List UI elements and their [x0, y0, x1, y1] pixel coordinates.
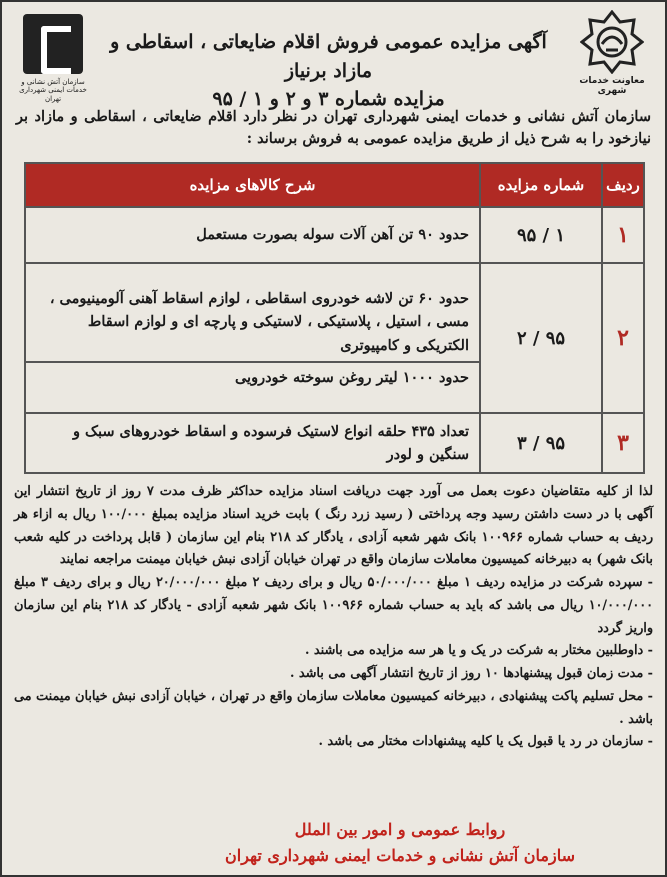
table-row [25, 413, 644, 473]
description-line: حدود ۱۰۰۰ لیتر روغن سوخته خودرویی [26, 361, 479, 389]
header-auction-number: شماره مزایده [480, 163, 602, 207]
body-paragraph: - سپرده شرکت در مزایده ردیف ۱ مبلغ ۵۰/۰۰۰/۰۰۰ ریال و برای ردیف ۲ مبلغ ۲۰/۰۰۰/۰۰۰ ریال و برای ردیف ۳ مبلغ ۱۰/۰۰۰/۰۰۰ ریال می باشد که باید به حساب شماره ۱۰۰۹۶۶ بانک شهر شعبه آزادی - یادگار کد ۲۱۸ بنام این سازمان واریز گردد [14, 575, 654, 636]
footer-signature [165, 817, 635, 870]
header-row-number: ردیف [602, 163, 644, 207]
right-logo-caption: معاونت خدمات شهری [579, 76, 645, 96]
title-line-2: مزایده شماره ۳ و ۲ و ۱ / ۹۵ [212, 88, 445, 110]
body-paragraph: - محل تسلیم پاکت پیشنهادی ، دبیرخانه کمیسیون معاملات سازمان واقع در تهران ، خیابان آزادی نبش خیابان میمنت می باشد . [14, 688, 653, 727]
fire-department-logo-icon [23, 14, 83, 74]
description-line: حدود ۶۰ تن لاشه خودروی اسقاطی ، لوازم اسقاط آهنی آلومینیومی ، مسی ، استیل ، پلاستیکی ، لاستیکی و پارچه ای و لوازم اسقاط الکتریکی و کامپیوتری [49, 290, 469, 354]
intro-text: سازمان آتش نشانی و خدمات ایمنی شهرداری تهران در نظر دارد اقلام ضایعاتی ، اسقاطی و مازاد بر نیازخود را به شرح ذیل از طریق مزایده عمومی به فروش برساند : [16, 108, 651, 148]
row-number: ۲ [602, 263, 644, 413]
body-paragraph: لذا از کلیه متقاضیان دعوت بعمل می آورد جهت دریافت اسناد مزایده حداکثر ظرف مدت ۷ روز از تاریخ انتشار این آگهی با در دست داشتن رسید وجه پرداختی ( رسید زرد رنگ ) بابت خرید اسناد مزایده بمبلغ ۱۰۰/۰۰۰ ریال به ازاء هر ردیف به حساب شماره ۱۰۰۹۶۶ بانک شهر شعبه آزادی ، یادگار کد ۲۱۸ بنام این سازمان ( قابل پرداخت در کلیه شعب بانک شهر) به دبیرخانه کمیسیون معاملات سازمان واقع در تهران خیابان آزادی نبش خیابان میمنت مراجعه نمایند [14, 484, 653, 568]
body-paragraph: - سازمان در رد یا قبول یک یا کلیه پیشنهادات مختار می باشد . [318, 734, 653, 750]
body-paragraph: - داوطلبین مختار به شرکت در یک و یا هر سه مزایده می باشند . [304, 643, 653, 659]
footer-line-2: سازمان آتش نشانی و خدمات ایمنی شهرداری تهران [225, 846, 575, 866]
fire-department-logo [10, 14, 96, 104]
row-number: ۳ [602, 413, 644, 473]
tehran-municipality-logo-icon [580, 10, 644, 74]
table-row [25, 263, 644, 413]
notice-body [14, 481, 653, 754]
municipality-logo [567, 10, 657, 108]
notice-title [102, 28, 555, 114]
item-description [25, 413, 480, 473]
footer-line-1: روابط عمومی و امور بین الملل [294, 820, 506, 839]
table-row [25, 207, 644, 263]
header [2, 10, 665, 110]
table-header-row [25, 163, 644, 207]
description-line: حدود ۹۰ تن آهن آلات سوله بصورت مستعمل [196, 226, 469, 244]
body-paragraph: - مدت زمان قبول پیشنهادها ۱۰ روز از تاریخ انتشار آگهی می باشد . [290, 666, 653, 682]
item-description [25, 207, 480, 263]
auction-number: ۹۵ / ۳ [480, 413, 602, 473]
left-logo-caption: سازمان آتش نشانی و خدمات ایمنی شهرداری تهران [19, 78, 87, 103]
header-description: شرح کالاهای مزایده [25, 163, 480, 207]
title-line-1: آگهی مزایده عمومی فروش اقلام ضایعاتی ، اسقاطی و مازاد برنیاز [110, 31, 547, 82]
auction-number: ۱ / ۹۵ [480, 207, 602, 263]
item-description [25, 263, 480, 413]
row-number: ۱ [602, 207, 644, 263]
description-line: تعداد ۴۳۵ حلقه انواع لاستیک فرسوده و اسقاط خودروهای سبک و سنگین و لودر [72, 422, 469, 463]
auction-number: ۹۵ / ۲ [480, 263, 602, 413]
auction-table [24, 162, 645, 474]
